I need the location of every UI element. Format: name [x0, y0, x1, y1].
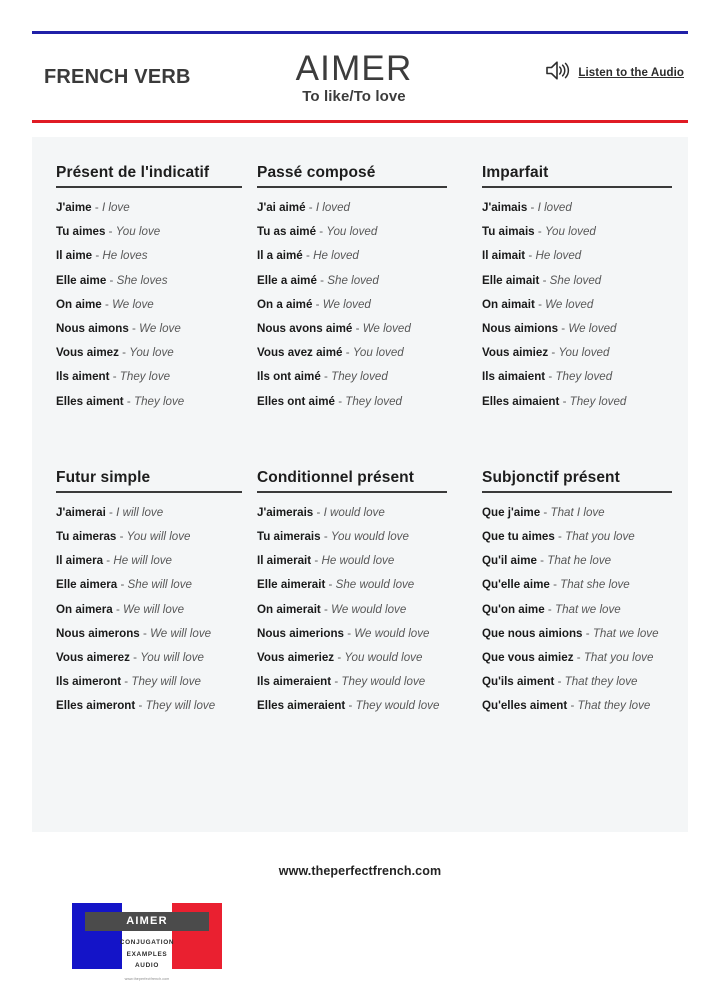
conjugation-english: You love: [129, 346, 174, 360]
conjugation-english: That they love: [577, 699, 651, 713]
conjugation-separator: -: [101, 297, 113, 311]
conjugation-separator: -: [582, 626, 593, 640]
conjugation-row: [482, 244, 688, 268]
conjugation-separator: -: [325, 578, 336, 592]
conjugation-separator: -: [139, 626, 151, 640]
conjugation-row: [257, 317, 470, 341]
conjugation-french: Tu as aimé: [257, 225, 317, 239]
conjugation-english: You will love: [126, 530, 191, 544]
conjugation-french: Ils aiment: [56, 370, 110, 384]
conjugation-separator: -: [573, 651, 584, 665]
conjugation-french: J'aimerai: [56, 505, 106, 519]
conjugation-french: Elle aimait: [482, 273, 540, 287]
conjugation-separator: -: [558, 322, 569, 336]
conjugation-french: Elle aimerait: [257, 578, 326, 592]
conjugation-french: Elle aimera: [56, 578, 118, 592]
conjugation-row: [482, 365, 688, 389]
tense-title-rule: [56, 186, 242, 188]
conjugation-english: I loved: [537, 201, 572, 214]
conjugation-english: He loved: [313, 249, 359, 263]
conjugation-french: Vous aimerez: [56, 651, 130, 665]
conjugation-french: Qu'ils aiment: [482, 675, 555, 689]
conjugation-french: Nous avons aimé: [257, 322, 353, 336]
conjugation-english: We will love: [150, 626, 212, 640]
conjugation-english: He would love: [321, 554, 395, 568]
header-bottom-rule: [32, 120, 688, 123]
tense-title-rule: [482, 491, 672, 493]
conjugation-separator: -: [105, 505, 117, 519]
tense-title-rule: [257, 186, 447, 188]
conjugation-french: Vous aimiez: [482, 346, 549, 360]
conjugation-french: Ils aimeraient: [257, 675, 332, 689]
conjugation-english: We love: [112, 297, 154, 311]
french-flag-logo: [72, 903, 222, 981]
listen-to-audio-label: Listen to the Audio: [578, 67, 684, 79]
tense-title-rule: [257, 491, 447, 493]
conjugation-english: You loved: [544, 225, 596, 239]
conjugation-french: J'aimais: [482, 201, 528, 214]
conjugation-french: Elles aiment: [56, 394, 124, 408]
conjugation-list: [56, 501, 246, 719]
conjugation-french: Ils ont aimé: [257, 370, 321, 384]
conjugation-separator: -: [118, 346, 130, 360]
conjugation-list: [482, 501, 688, 719]
tense-section-subjonctif-present: [470, 469, 688, 719]
conjugation-english: We will love: [123, 602, 185, 616]
conjugation-english: That we love: [592, 626, 659, 640]
conjugation-row: [257, 549, 470, 573]
conjugation-row: [257, 293, 470, 317]
conjugation-row: [56, 622, 246, 646]
conjugation-separator: -: [313, 505, 324, 519]
conjugation-french: Tu aimerais: [257, 530, 321, 544]
conjugation-row: [482, 317, 688, 341]
conjugation-english: I love: [101, 201, 130, 214]
conjugation-separator: -: [545, 370, 556, 384]
conjugation-row: [482, 501, 688, 525]
conjugation-separator: -: [128, 322, 140, 336]
flag-band-white: [119, 903, 175, 981]
conjugation-separator: -: [116, 530, 127, 544]
tense-title: Conditionnel présent: [257, 468, 414, 486]
conjugation-separator: -: [544, 602, 555, 616]
conjugation-french: Tu aimeras: [56, 530, 117, 544]
conjugation-english: She loves: [116, 273, 168, 287]
conjugation-separator: -: [539, 273, 550, 287]
conjugation-english: They would love: [341, 675, 426, 689]
conjugation-french: On aimait: [482, 297, 535, 311]
conjugation-separator: -: [527, 201, 538, 214]
conjugation-row: [56, 646, 246, 670]
conjugation-english: You loved: [326, 225, 378, 239]
conjugation-row: [257, 573, 470, 597]
conjugation-english: They will love: [145, 699, 216, 713]
conjugation-english: That you love: [583, 651, 654, 665]
tense-row-top: [32, 164, 688, 414]
conjugation-separator: -: [331, 675, 342, 689]
tense-row-bottom: [32, 469, 688, 719]
conjugation-separator: -: [334, 651, 345, 665]
conjugation-row: [482, 573, 688, 597]
flag-logo-text: [85, 903, 209, 982]
conjugation-row: [257, 220, 470, 244]
conjugation-english: That we love: [554, 602, 621, 616]
flag-verb-badge: AIMER: [85, 912, 209, 931]
conjugation-french: Il aime: [56, 249, 93, 263]
tense-section-conditionnel-present: [246, 469, 470, 719]
flag-feature-item: CONJUGATION: [119, 939, 175, 946]
conjugation-french: Tu aimais: [482, 225, 535, 239]
conjugation-row: [56, 220, 246, 244]
conjugation-english: She loved: [327, 273, 379, 287]
conjugation-english: You would love: [344, 651, 423, 665]
conjugation-row: [56, 598, 246, 622]
tense-grid: [32, 137, 688, 719]
conjugation-row: [257, 196, 470, 220]
conjugation-french: Qu'il aime: [482, 554, 537, 568]
conjugation-separator: -: [312, 297, 323, 311]
conjugation-row: [257, 694, 470, 718]
conjugation-row: [257, 365, 470, 389]
conjugation-row: [482, 646, 688, 670]
conjugation-separator: -: [342, 346, 353, 360]
conjugation-row: [56, 573, 246, 597]
conjugation-english: They would love: [355, 699, 440, 713]
conjugation-french: Ils aimaient: [482, 370, 546, 384]
conjugation-row: [56, 269, 246, 293]
conjugation-english: You will love: [140, 651, 205, 665]
conjugation-french: Vous aimeriez: [257, 651, 335, 665]
conjugation-english: You would love: [330, 530, 409, 544]
conjugation-english: That he love: [547, 554, 612, 568]
conjugation-row: [257, 525, 470, 549]
conjugation-separator: -: [320, 370, 332, 384]
flag-url: www.theperfectfrench.com: [124, 976, 170, 981]
conjugation-english: They love: [133, 394, 185, 408]
verb-meaning: To like/To love: [302, 88, 406, 106]
conjugation-row: [56, 390, 246, 414]
conjugation-english: That I love: [550, 505, 605, 519]
conjugation-english: They loved: [345, 394, 402, 408]
conjugation-row: [56, 293, 246, 317]
conjugation-separator: -: [129, 651, 141, 665]
conjugation-separator: -: [123, 394, 134, 408]
conjugation-separator: -: [105, 225, 116, 239]
conjugation-french: Elles ont aimé: [257, 394, 335, 408]
conjugation-separator: -: [548, 346, 559, 360]
footer-url[interactable]: www.theperfectfrench.com: [278, 864, 442, 878]
tense-title-rule: [56, 491, 242, 493]
conjugation-french: Ils aimeront: [56, 675, 122, 689]
conjugation-french: Qu'on aime: [482, 602, 545, 616]
conjugation-row: [482, 670, 688, 694]
conjugation-french: Elles aimaient: [482, 394, 560, 408]
conjugation-list: [482, 196, 688, 414]
tense-title: Présent de l'indicatif: [56, 164, 210, 181]
tense-title: Imparfait: [482, 164, 549, 181]
conjugation-french: J'aime: [56, 201, 92, 214]
conjugation-separator: -: [534, 225, 545, 239]
brand-label: FRENCH VERB: [44, 65, 191, 88]
conjugation-french: Il aimerait: [257, 554, 312, 568]
conjugation-separator: -: [525, 249, 536, 263]
page-title: AIMER: [295, 48, 413, 88]
conjugation-row: [482, 269, 688, 293]
conjugation-row: [56, 341, 246, 365]
conjugation-french: On aimerait: [257, 602, 321, 616]
conjugation-english: They love: [119, 370, 171, 384]
conjugation-row: [56, 365, 246, 389]
conjugation-french: J'ai aimé: [257, 201, 306, 214]
conjugation-english: That she love: [560, 578, 630, 592]
conjugation-english: That they love: [564, 675, 638, 689]
tense-section-present: [32, 164, 246, 414]
conjugation-french: Nous aimerons: [56, 626, 140, 640]
tense-section-futur-simple: [32, 469, 246, 719]
conjugation-english: I would love: [323, 505, 385, 519]
conjugation-french: Nous aimons: [56, 322, 129, 336]
conjugation-row: [56, 196, 246, 220]
conjugation-english: They loved: [569, 394, 627, 408]
speaker-icon: [545, 60, 571, 86]
conjugation-french: Elle aime: [56, 273, 107, 287]
conjugation-row: [482, 293, 688, 317]
conjugation-separator: -: [106, 273, 117, 287]
conjugation-separator: -: [554, 530, 566, 544]
conjugation-row: [482, 598, 688, 622]
conjugation-row: [56, 501, 246, 525]
conjugation-english: They loved: [555, 370, 613, 384]
conjugation-separator: -: [91, 201, 102, 214]
conjugation-french: Nous aimions: [482, 322, 559, 336]
conjugation-separator: -: [121, 675, 132, 689]
conjugation-english: He will love: [113, 554, 173, 568]
conjugation-separator: -: [316, 273, 328, 287]
conjugation-row: [482, 390, 688, 414]
listen-to-audio-link[interactable]: [545, 60, 684, 86]
conjugation-french: Vous avez aimé: [257, 346, 343, 360]
conjugation-row: [257, 269, 470, 293]
conjugation-french: Que vous aimiez: [482, 651, 574, 665]
conjugation-english: We loved: [362, 322, 411, 336]
conjugation-separator: -: [320, 602, 332, 616]
conjugation-separator: -: [334, 394, 346, 408]
conjugation-separator: -: [135, 699, 146, 713]
conjugation-row: [482, 525, 688, 549]
conjugation-english: We would love: [354, 626, 430, 640]
conjugation-separator: -: [311, 554, 322, 568]
conjugation-english: We loved: [545, 297, 594, 311]
conjugation-row: [257, 501, 470, 525]
conjugation-row: [257, 598, 470, 622]
conjugation-french: J'aimerais: [257, 505, 314, 519]
conjugation-english: We would love: [331, 602, 407, 616]
conjugation-separator: -: [92, 249, 103, 263]
conjugation-list: [257, 196, 470, 414]
conjugation-french: Il aimera: [56, 554, 104, 568]
conjugation-french: Elle a aimé: [257, 273, 317, 287]
conjugation-separator: -: [554, 675, 565, 689]
conjugation-french: Il aimait: [482, 249, 526, 263]
conjugation-english: He loved: [535, 249, 582, 263]
conjugation-english: You love: [115, 225, 161, 239]
conjugation-separator: -: [559, 394, 570, 408]
conjugation-row: [56, 525, 246, 549]
conjugation-row: [482, 694, 688, 718]
conjugation-row: [482, 220, 688, 244]
conjugation-english: She will love: [127, 578, 192, 592]
conjugation-french: Que j'aime: [482, 505, 541, 519]
conjugation-separator: -: [549, 578, 561, 592]
conjugation-row: [257, 390, 470, 414]
conjugation-french: Qu'elle aime: [482, 578, 550, 592]
conjugation-french: Il a aimé: [257, 249, 303, 263]
conjugation-row: [56, 670, 246, 694]
conjugation-english: You loved: [352, 346, 404, 360]
conjugation-row: [257, 670, 470, 694]
conjugation-separator: -: [302, 249, 314, 263]
conjugation-french: Elles aimeraient: [257, 699, 346, 713]
header: [32, 31, 688, 123]
conjugation-row: [482, 549, 688, 573]
conjugation-panel: [32, 137, 688, 981]
conjugation-english: I loved: [315, 201, 351, 214]
conjugation-row: [257, 244, 470, 268]
conjugation-separator: -: [103, 554, 114, 568]
conjugation-separator: -: [112, 602, 124, 616]
conjugation-english: We loved: [322, 297, 371, 311]
conjugation-row: [56, 244, 246, 268]
conjugation-separator: -: [109, 370, 120, 384]
tense-title: Subjonctif présent: [482, 468, 620, 486]
conjugation-english: I will love: [116, 505, 164, 519]
conjugation-english: She would love: [335, 578, 415, 592]
conjugation-english: She loved: [549, 273, 602, 287]
conjugation-separator: -: [536, 554, 548, 568]
conjugation-separator: -: [567, 699, 578, 713]
conjugation-english: You loved: [558, 346, 610, 360]
tense-section-passe-compose: [246, 164, 470, 414]
conjugation-separator: -: [540, 505, 551, 519]
tense-title-rule: [482, 186, 672, 188]
conjugation-row: [257, 646, 470, 670]
conjugation-french: Que nous aimions: [482, 626, 583, 640]
conjugation-separator: -: [345, 699, 356, 713]
flag-feature-list: [85, 937, 209, 972]
tense-title: Passé composé: [257, 164, 376, 181]
tense-section-imparfait: [470, 164, 688, 414]
conjugation-list: [257, 501, 470, 719]
conjugation-french: Nous aimerions: [257, 626, 344, 640]
conjugation-row: [56, 694, 246, 718]
tense-title: Futur simple: [56, 468, 151, 486]
conjugation-row: [257, 622, 470, 646]
conjugation-english: They will love: [131, 675, 201, 689]
conjugation-french: Elles aimeront: [56, 699, 136, 713]
conjugation-french: On aimera: [56, 602, 113, 616]
conjugation-row: [257, 341, 470, 365]
flag-feature-item: EXAMPLES: [126, 950, 168, 958]
conjugation-row: [482, 196, 688, 220]
conjugation-english: We love: [139, 322, 181, 336]
conjugation-separator: -: [305, 201, 316, 214]
conjugation-french: Que tu aimes: [482, 530, 555, 544]
conjugation-row: [482, 341, 688, 365]
conjugation-separator: -: [117, 578, 128, 592]
conjugation-separator: -: [343, 626, 355, 640]
conjugation-row: [56, 549, 246, 573]
conjugation-english: He loves: [102, 249, 148, 263]
flag-feature-item: AUDIO: [134, 962, 160, 969]
conjugation-row: [56, 317, 246, 341]
conjugation-list: [56, 196, 246, 414]
conjugation-french: Qu'elles aiment: [482, 699, 568, 713]
conjugation-english: We loved: [568, 322, 617, 336]
conjugation-french: On a aimé: [257, 297, 313, 311]
conjugation-english: That you love: [565, 530, 635, 544]
conjugation-french: Tu aimes: [56, 225, 106, 239]
conjugation-separator: -: [534, 297, 546, 311]
conjugation-separator: -: [320, 530, 331, 544]
conjugation-separator: -: [352, 322, 363, 336]
conjugation-french: On aime: [56, 297, 102, 311]
verb-heading-block: [295, 48, 413, 106]
conjugation-separator: -: [316, 225, 327, 239]
conjugation-row: [482, 622, 688, 646]
conjugation-french: Vous aimez: [56, 346, 119, 360]
conjugation-english: They loved: [331, 370, 388, 384]
